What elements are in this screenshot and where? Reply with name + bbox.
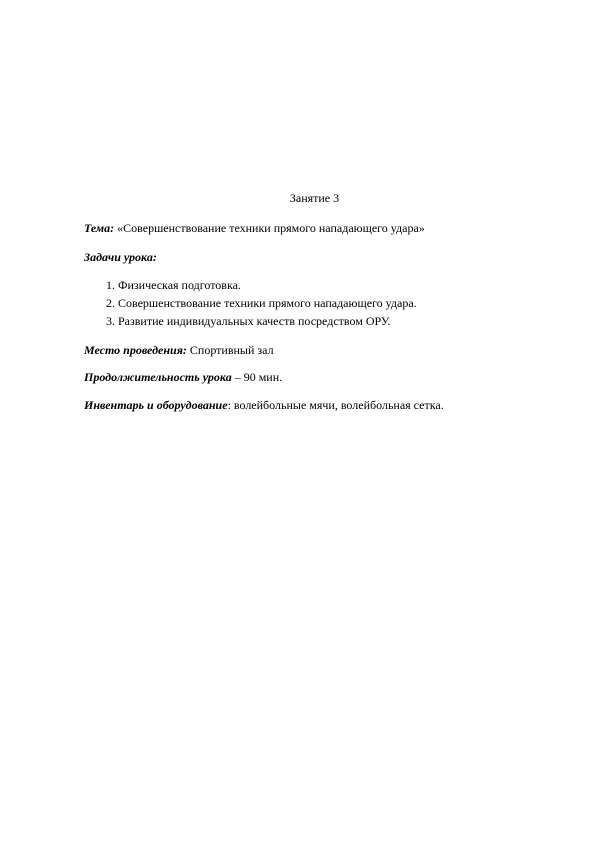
venue-label: Место проведения: <box>84 343 187 357</box>
tasks-line <box>84 250 157 264</box>
topic-line <box>84 221 425 235</box>
topic-label: Тема: <box>84 221 115 235</box>
venue-value: Спортивный зал <box>186 343 274 357</box>
lesson-title: Занятие 3 <box>289 191 340 205</box>
duration-value: – 90 мин. <box>231 370 283 384</box>
duration-line <box>84 370 282 384</box>
equipment-value: : волейбольные мячи, волейбольная сетка. <box>227 398 444 412</box>
list-item: 3. Развитие индивидуальных качеств посредством ОРУ. <box>106 314 391 328</box>
equipment-line <box>84 398 444 412</box>
equipment-label: Инвентарь и оборудование <box>84 398 228 412</box>
venue-line <box>84 343 274 357</box>
tasks-label: Задачи урока: <box>84 250 157 264</box>
list-item: 1. Физическая подготовка. <box>106 278 241 292</box>
duration-label: Продолжительность урока <box>84 370 232 384</box>
list-item: 2. Совершенствование техники прямого нападающего удара. <box>106 296 417 310</box>
tasks-list <box>106 278 417 332</box>
topic-value: «Совершенствование техники прямого нападающего удара» <box>114 221 425 235</box>
